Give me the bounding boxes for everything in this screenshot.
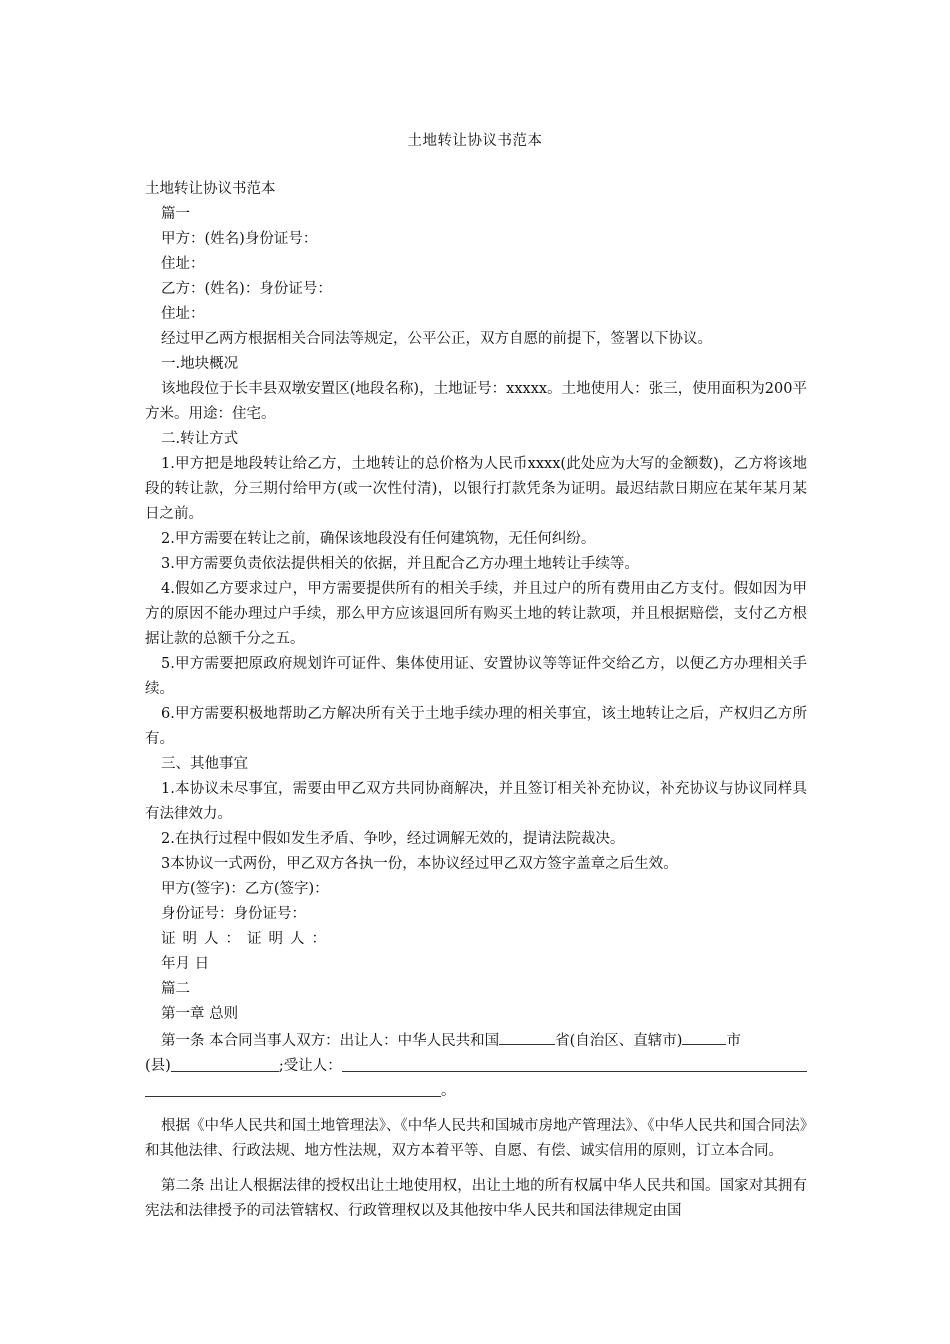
- article1-line1: [145, 1027, 807, 1054]
- article2-paragraph: 第二条 出让人根据法律的授权出让土地使用权，出让土地的所有权属中华人民共和国。国家对其拥有宪法和法律授予的司法管辖权、行政管理权以及其他按中华人民共和国法律规定由国: [145, 1178, 807, 1219]
- section2-item: 2.甲方需要在转让之前，确保该地段没有任何建筑物，无任何纠纷。: [161, 531, 596, 547]
- witness-b: 证明人：: [247, 931, 333, 947]
- date-line: 年月 日: [161, 956, 210, 972]
- article1-end: 。: [441, 1083, 456, 1099]
- witness-line: [145, 927, 807, 952]
- section1-title: 一.地块概况: [161, 356, 239, 372]
- transferee-blank: [342, 1054, 807, 1072]
- party-a-address: 住址：: [161, 256, 205, 272]
- document-title: 土地转让协议书范本: [407, 133, 543, 149]
- article1-line3: [145, 1079, 807, 1104]
- transferee-blank-cont: [145, 1079, 441, 1097]
- city-blank: [682, 1027, 726, 1045]
- spacer: [145, 1164, 807, 1174]
- section2-item: 4.假如乙方要求过户，甲方需要提供所有的相关手续，并且过户的所有费用由乙方支付。假如因为甲方的原因不能办理过户手续，那么甲方应该退回所有购买土地的转让款项，并且根据赔偿，支付乙方根据让款的总额千分之五。: [145, 581, 807, 647]
- document-body: [145, 177, 807, 1224]
- section3-title: 三、其他事宜: [161, 756, 248, 772]
- intro-paragraph: 经过甲乙两方根据相关合同法等规定，公平公正，双方自愿的前提下，签署以下协议。: [161, 331, 712, 347]
- part2-heading: 篇二: [161, 981, 190, 997]
- section2-item: 3.甲方需要负责依法提供相关的依据，并且配合乙方办理土地转让手续等。: [161, 556, 639, 572]
- party-b-address: 住址：: [161, 306, 205, 322]
- chapter-title: 第一章 总则: [161, 1006, 239, 1022]
- article1-text-e: ;受让人：: [278, 1058, 342, 1074]
- witness-a: 证明人：: [161, 931, 247, 947]
- article1-text-a: 第一条 本合同当事人双方：出让人：中华人民共和国: [161, 1033, 500, 1049]
- part1-heading: 篇一: [161, 206, 190, 222]
- county-blank: [171, 1054, 279, 1072]
- article1-text-c: 市: [726, 1033, 741, 1049]
- signature-line: 甲方(签字)：乙方(签字)：: [161, 881, 329, 897]
- section1-text: 该地段位于长丰县双墩安置区(地段名称)，土地证号：xxxxx。土地使用人：张三，使用面积为200平方米。用途：住宅。: [145, 381, 807, 422]
- party-b-line: 乙方：(姓名)：身份证号：: [161, 281, 332, 297]
- province-blank: [499, 1027, 555, 1045]
- section2-item: 6.甲方需要积极地帮助乙方解决所有关于土地手续办理的相关事宜，该土地转让之后，产权归乙方所有。: [145, 706, 807, 747]
- article1-text-d: (县): [145, 1058, 171, 1074]
- section3-item: 2.在执行过程中假如发生矛盾、争吵，经过调解无效的，提请法院裁决。: [161, 831, 625, 847]
- id-number-line: 身份证号：身份证号：: [161, 906, 306, 922]
- section2-item: 5.甲方需要把原政府规划许可证件、集体使用证、安置协议等等证件交给乙方，以便乙方办理相关手续。: [145, 656, 807, 697]
- legal-basis-paragraph: 根据《中华人民共和国土地管理法》、《中华人民共和国城市房地产管理法》、《中华人民共和国合同法》和其他法律、行政法规、地方性法规，双方本着平等、自愿、有偿、诚实信用的原则，订立本合同。: [145, 1118, 807, 1159]
- section2-item: 1.甲方把是地段转让给乙方，土地转让的总价格为人民币xxxx(此处应为大写的金额数)，乙方将该地段的转让款，分三期付给甲方(或一次性付清)，以银行打款凭条为证明。最迟结款日期应在某年某月某日之前。: [145, 456, 807, 522]
- spacer: [145, 1104, 807, 1114]
- article1-text-b: 省(自治区、直辖市): [555, 1033, 683, 1049]
- document-subtitle: 土地转让协议书范本: [145, 181, 276, 197]
- section3-item: 3本协议一式两份，甲乙双方各执一份，本协议经过甲乙双方签字盖章之后生效。: [161, 856, 678, 872]
- party-a-line: 甲方：(姓名)身份证号：: [161, 231, 318, 247]
- article1-line2: [145, 1054, 807, 1079]
- section3-item: 1.本协议未尽事宜，需要由甲乙双方共同协商解决，并且签订相关补充协议，补充协议与协议同样具有法律效力。: [145, 781, 807, 822]
- section2-title: 二.转让方式: [161, 431, 239, 447]
